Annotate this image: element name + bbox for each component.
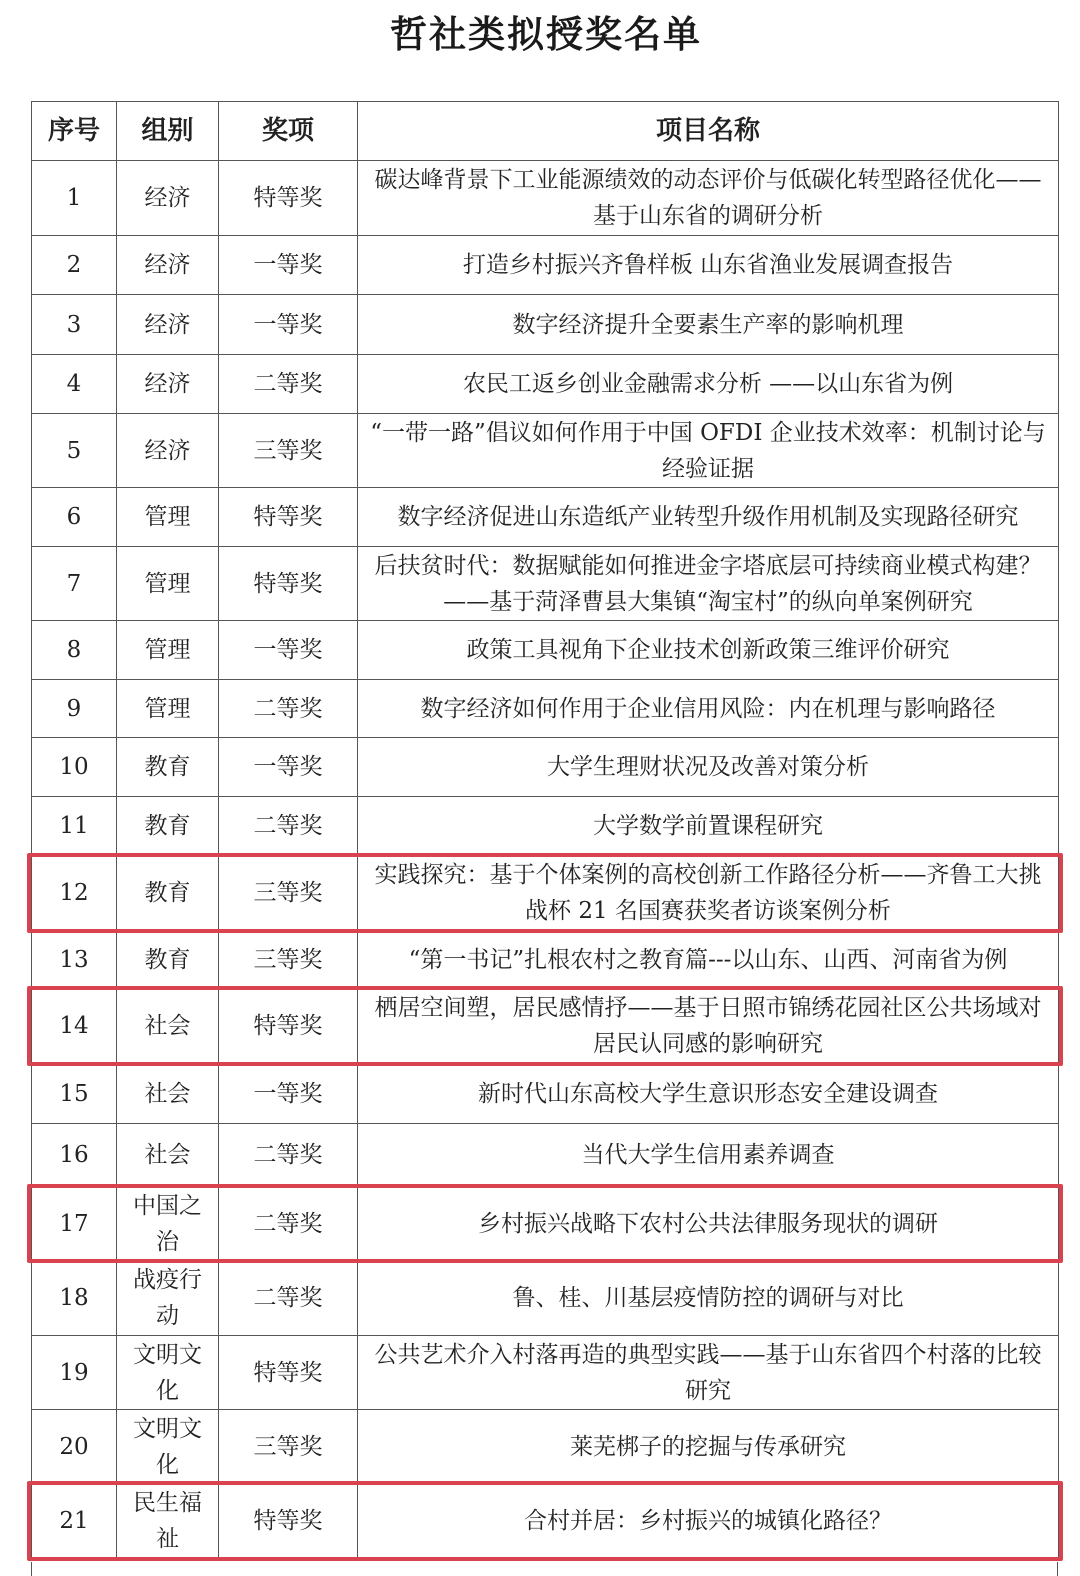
- table-row: [32, 1064, 1059, 1124]
- award-cell: 一等奖: [219, 1064, 358, 1124]
- award-cell: 二等奖: [219, 1187, 358, 1261]
- project-name-cell: 数字经济如何作用于企业信用风险：内在机理与影响路径: [358, 680, 1059, 738]
- seq-cell: 20: [32, 1410, 117, 1484]
- seq-cell: 14: [32, 989, 117, 1064]
- group-cell: 经济: [117, 161, 219, 236]
- seq-cell: 7: [32, 547, 117, 621]
- award-cell: 特等奖: [219, 989, 358, 1064]
- project-name-cell: 数字经济提升全要素生产率的影响机理: [358, 295, 1059, 355]
- header-award: 奖项: [219, 102, 358, 161]
- project-name-cell: 栖居空间塑，居民感情抒——基于日照市锦绣花园社区公共场域对居民认同感的影响研究: [358, 989, 1059, 1064]
- group-cell: 民生福祉: [117, 1484, 219, 1559]
- award-cell: 三等奖: [219, 1410, 358, 1484]
- awards-table: [31, 101, 1059, 1559]
- table-header-row: [32, 102, 1059, 161]
- table-row: [32, 797, 1059, 856]
- project-name-cell: 碳达峰背景下工业能源绩效的动态评价与低碳化转型路径优化——基于山东省的调研分析: [358, 161, 1059, 236]
- seq-cell: 3: [32, 295, 117, 355]
- award-cell: 三等奖: [219, 414, 358, 488]
- award-cell: 一等奖: [219, 295, 358, 355]
- award-cell: 特等奖: [219, 1336, 358, 1410]
- group-cell: 社会: [117, 1124, 219, 1187]
- award-cell: 二等奖: [219, 797, 358, 856]
- seq-cell: 15: [32, 1064, 117, 1124]
- seq-cell: 16: [32, 1124, 117, 1187]
- group-cell: 管理: [117, 488, 219, 547]
- award-cell: 一等奖: [219, 621, 358, 680]
- table-row: [32, 931, 1059, 989]
- group-cell: 经济: [117, 414, 219, 488]
- table-row: [32, 738, 1059, 797]
- seq-cell: 12: [32, 856, 117, 931]
- group-cell: 教育: [117, 797, 219, 856]
- table-row: [32, 355, 1059, 414]
- group-cell: 社会: [117, 1064, 219, 1124]
- project-name-cell: 莱芜梆子的挖掘与传承研究: [358, 1410, 1059, 1484]
- table-row: [32, 295, 1059, 355]
- project-name-cell: “第一书记”扎根农村之教育篇---以山东、山西、河南省为例: [358, 931, 1059, 989]
- seq-cell: 5: [32, 414, 117, 488]
- seq-cell: 19: [32, 1336, 117, 1410]
- award-cell: 二等奖: [219, 1124, 358, 1187]
- group-cell: 管理: [117, 680, 219, 738]
- seq-cell: 9: [32, 680, 117, 738]
- seq-cell: 2: [32, 236, 117, 295]
- award-cell: 三等奖: [219, 931, 358, 989]
- table-row: [32, 1261, 1059, 1336]
- award-cell: 特等奖: [219, 488, 358, 547]
- project-name-cell: 乡村振兴战略下农村公共法律服务现状的调研: [358, 1187, 1059, 1261]
- table-row: [32, 161, 1059, 236]
- project-name-cell: 大学数学前置课程研究: [358, 797, 1059, 856]
- seq-cell: 11: [32, 797, 117, 856]
- table-row: [32, 414, 1059, 488]
- table-row: [32, 856, 1059, 931]
- project-name-cell: 公共艺术介入村落再造的典型实践——基于山东省四个村落的比较研究: [358, 1336, 1059, 1410]
- project-name-cell: 政策工具视角下企业技术创新政策三维评价研究: [358, 621, 1059, 680]
- table-row: [32, 1484, 1059, 1559]
- group-cell: 管理: [117, 621, 219, 680]
- award-cell: 特等奖: [219, 161, 358, 236]
- project-name-cell: “一带一路”倡议如何作用于中国 OFDI 企业技术效率：机制讨论与经验证据: [358, 414, 1059, 488]
- seq-cell: 17: [32, 1187, 117, 1261]
- project-name-cell: 合村并居：乡村振兴的城镇化路径？: [358, 1484, 1059, 1559]
- project-name-cell: 当代大学生信用素养调查: [358, 1124, 1059, 1187]
- group-cell: 社会: [117, 989, 219, 1064]
- award-cell: 二等奖: [219, 680, 358, 738]
- group-cell: 经济: [117, 355, 219, 414]
- table-row: [32, 1410, 1059, 1484]
- header-seq: 序号: [32, 102, 117, 161]
- table-row: [32, 547, 1059, 621]
- project-name-cell: 农民工返乡创业金融需求分析 ——以山东省为例: [358, 355, 1059, 414]
- seq-cell: 4: [32, 355, 117, 414]
- seq-cell: 13: [32, 931, 117, 989]
- group-cell: 文明文化: [117, 1410, 219, 1484]
- project-name-cell: 后扶贫时代：数据赋能如何推进金字塔底层可持续商业模式构建？——基于菏泽曹县大集镇“淘宝村”的纵向单案例研究: [358, 547, 1059, 621]
- award-cell: 一等奖: [219, 236, 358, 295]
- group-cell: 教育: [117, 738, 219, 797]
- project-name-cell: 鲁、桂、川基层疫情防控的调研与对比: [358, 1261, 1059, 1336]
- group-cell: 教育: [117, 856, 219, 931]
- project-name-cell: 新时代山东高校大学生意识形态安全建设调查: [358, 1064, 1059, 1124]
- table-row: [32, 989, 1059, 1064]
- seq-cell: 18: [32, 1261, 117, 1336]
- group-cell: 战疫行动: [117, 1261, 219, 1336]
- group-cell: 文明文化: [117, 1336, 219, 1410]
- table-row-partial: [31, 1562, 1058, 1576]
- seq-cell: 1: [32, 161, 117, 236]
- table-row: [32, 1124, 1059, 1187]
- header-group: 组别: [117, 102, 219, 161]
- group-cell: 教育: [117, 931, 219, 989]
- project-name-cell: 大学生理财状况及改善对策分析: [358, 738, 1059, 797]
- table-row: [32, 680, 1059, 738]
- project-name-cell: 实践探究：基于个体案例的高校创新工作路径分析——齐鲁工大挑战杯 21 名国赛获奖者访谈案例分析: [358, 856, 1059, 931]
- header-project: 项目名称: [358, 102, 1059, 161]
- table-row: [32, 1187, 1059, 1261]
- table-row: [32, 236, 1059, 295]
- seq-cell: 21: [32, 1484, 117, 1559]
- table-row: [32, 621, 1059, 680]
- award-cell: 特等奖: [219, 1484, 358, 1559]
- award-cell: 二等奖: [219, 1261, 358, 1336]
- seq-cell: 6: [32, 488, 117, 547]
- award-cell: 一等奖: [219, 738, 358, 797]
- award-cell: 二等奖: [219, 355, 358, 414]
- group-cell: 经济: [117, 295, 219, 355]
- project-name-cell: 数字经济促进山东造纸产业转型升级作用机制及实现路径研究: [358, 488, 1059, 547]
- award-cell: 特等奖: [219, 547, 358, 621]
- table-row: [32, 1336, 1059, 1410]
- seq-cell: 8: [32, 621, 117, 680]
- group-cell: 经济: [117, 236, 219, 295]
- table-row: [32, 488, 1059, 547]
- group-cell: 中国之治: [117, 1187, 219, 1261]
- page-title: 哲社类拟授奖名单: [390, 13, 702, 56]
- group-cell: 管理: [117, 547, 219, 621]
- award-cell: 三等奖: [219, 856, 358, 931]
- seq-cell: 10: [32, 738, 117, 797]
- project-name-cell: 打造乡村振兴齐鲁样板 山东省渔业发展调查报告: [358, 236, 1059, 295]
